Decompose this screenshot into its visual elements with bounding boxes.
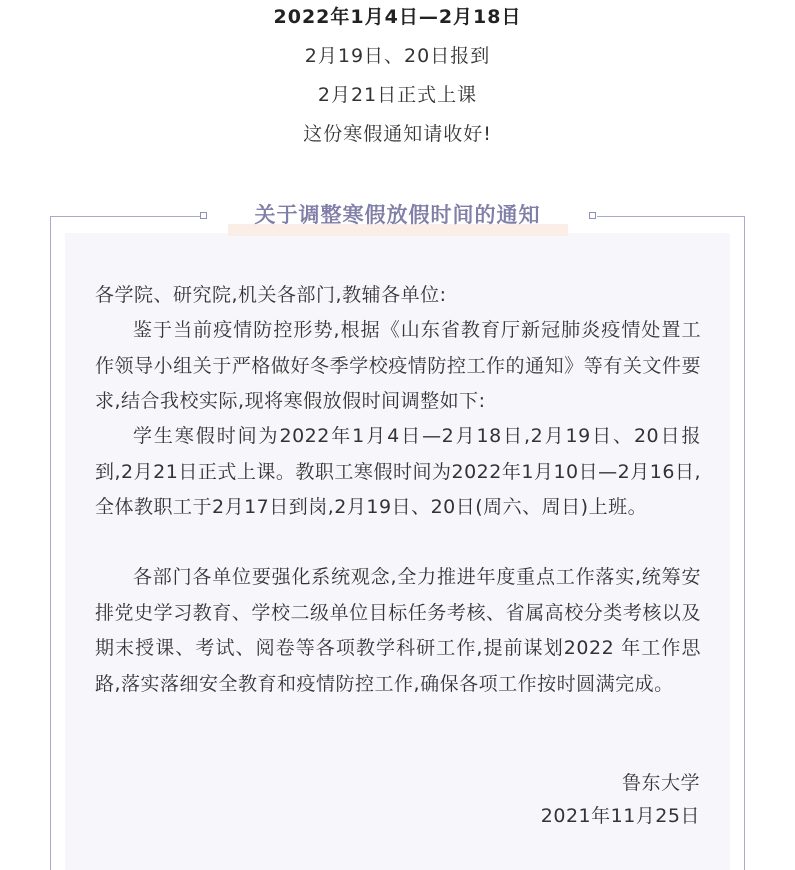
intro-line-notice: 这份寒假通知请收好! <box>303 123 492 145</box>
paragraph-3: 各部门各单位要强化系统观念,全力推进年度重点工作落实,统筹安排党史学习教育、学校二级单位目标任务考核、省属高校分类考核以及期末授课、考试、阅卷等各项教学科研工作,提前谋划2022 年工作思路,落实落细安全教育和疫情防控工作,确保各项工作按时圆满完成。 <box>95 566 701 695</box>
paragraph-2: 学生寒假时间为2022年1月4日—2月18日,2月19日、20日报到,2月21日正式上课。教职工寒假时间为2022年1月10日—2月16日,全体教职工于2月17日到岗,2月19日、20日(周六、周日)上班。 <box>95 425 701 518</box>
intro-line-dates: 2022年1月4日—2月18日 <box>273 6 522 28</box>
intro-line-report: 2月19日、20日报到 <box>304 45 491 67</box>
notice-title: 关于调整寒假放假时间的通知 <box>254 203 541 227</box>
frame-right-line <box>744 217 745 870</box>
signature-date: 2021年11月25日 <box>540 805 700 827</box>
signature: 鲁东大学 <box>621 772 700 794</box>
frame-left-line <box>50 217 51 870</box>
salutation: 各学院、研究院,机关各部门,教辅各单位: <box>95 284 447 306</box>
paragraph-1: 鉴于当前疫情防控形势,根据《山东省教育厅新冠肺炎疫情处置工作领导小组关于严格做好冬季学校疫情防控工作的通知》等有关文件要求,结合我校实际,现将寒假放假时间调整如下: <box>95 319 701 412</box>
intro-line-class: 2月21日正式上课 <box>317 84 478 106</box>
